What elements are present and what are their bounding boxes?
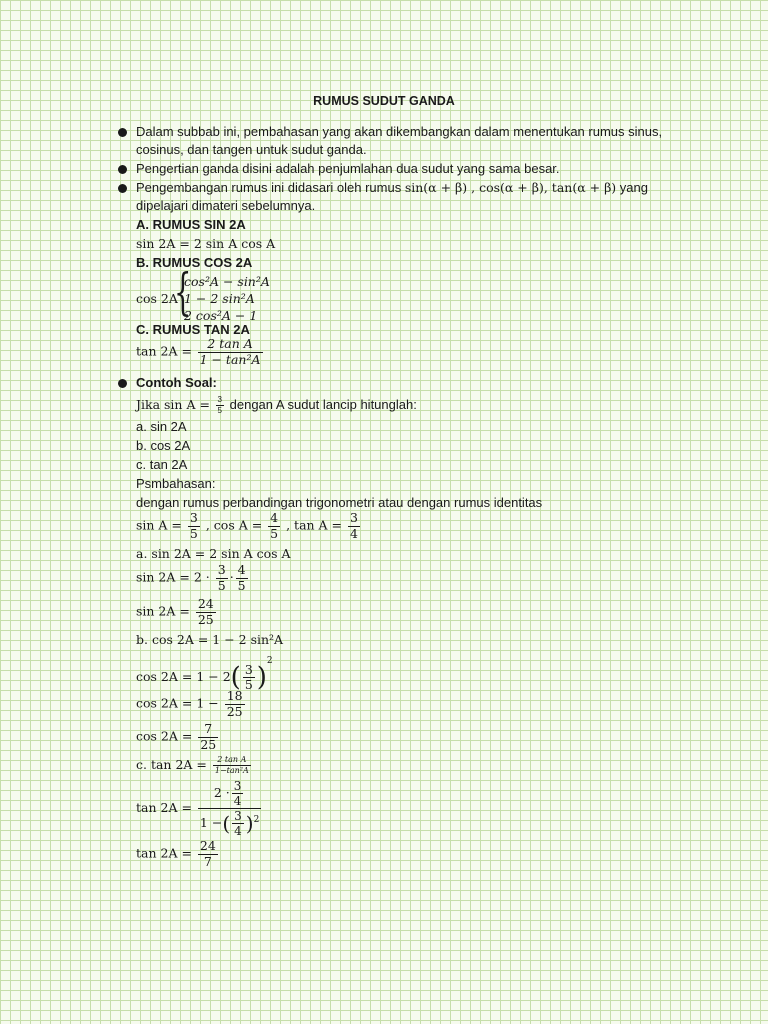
step-c-exponent: 2 [253, 814, 260, 825]
sin-value-num: 3 [189, 510, 198, 525]
step-b-line-1: b. cos 2A = 1 − 2 sin²A [136, 632, 284, 647]
cos-option-3: 2 cos²A − 1 [184, 308, 258, 323]
step-c-result-fraction [198, 840, 218, 868]
step-a-line-2 [136, 564, 250, 592]
cos-value-label: , cos A = [205, 517, 263, 533]
tan-value-num: 3 [350, 510, 358, 525]
bullet-dot [118, 165, 127, 174]
step-a-line-2-lhs: sin 2A = 2 · [136, 569, 210, 585]
step-c-line-3 [136, 840, 220, 868]
given-num: 3 [217, 395, 222, 405]
given-fraction [216, 396, 224, 415]
bullet-3-formulas: sin(α + β) , cos(α + β), tan(α + β) [404, 180, 617, 195]
sin-formula: sin 2A = 2 sin A cos A [136, 236, 276, 251]
step-c-inner-bottom-den: 4 [234, 824, 242, 838]
step-b-exponent: 2 [266, 656, 273, 666]
sin-value-den: 5 [189, 525, 198, 541]
step-a-line-1: a. sin 2A = 2 sin A cos A [136, 546, 291, 561]
example-item-a: a. sin 2A [136, 419, 187, 434]
trig-values [136, 512, 362, 540]
step-c-line-3-lhs: tan 2A = [136, 845, 192, 861]
cos-lhs: cos 2A [136, 291, 178, 306]
step-a-fraction-2 [236, 564, 248, 592]
example-item-b: b. cos 2A [136, 438, 191, 453]
step-b-line-2-lhs: cos 2A = 1 − 2 [136, 669, 231, 684]
step-b-frac-den: 25 [226, 703, 243, 719]
step-a-f1-den: 5 [217, 577, 226, 593]
step-c-inner-top-den: 4 [233, 794, 242, 808]
step-a-dot: · [229, 569, 234, 585]
step-c-inner-fraction-top [232, 780, 244, 807]
bullet-dot [118, 184, 127, 193]
step-a-f2-den: 5 [237, 577, 246, 593]
cos-heading: B. RUMUS COS 2A [136, 255, 253, 270]
step-b-paren-num: 3 [244, 661, 253, 677]
cos-option-1: cos²A − sin²A [184, 274, 270, 289]
right-paren: ) [256, 662, 267, 693]
bullet-2-text: Pengertian ganda disini adalah penjumlahan dua sudut yang sama besar. [136, 161, 560, 176]
step-a-result-num: 24 [197, 596, 214, 611]
solution-intro: dengan rumus perbandingan trigonometri atau dengan rumus identitas [136, 495, 543, 510]
bullet-3-line-2: dipelajari dimateri sebelumnya. [136, 198, 316, 213]
step-c-line-2 [136, 780, 263, 837]
tan-fraction [198, 338, 263, 366]
bullet-1-line-1: Dalam subbab ini, pembahasan yang akan dikembangkan dalam menentukan rumus sinus, [136, 124, 663, 139]
right-paren: ) [245, 811, 254, 836]
step-b-result-fraction [198, 723, 218, 751]
solution-heading: Psmbahasan: [136, 476, 216, 491]
left-paren: ( [222, 811, 231, 836]
step-a-f2-num: 4 [237, 562, 246, 577]
step-c-formula-den: 1−tan²A [214, 766, 249, 775]
step-c-inner-fraction-bottom [232, 810, 244, 837]
given-prefix: Jika sin A = [136, 397, 210, 412]
tan-formula [136, 338, 265, 366]
step-b-fraction [225, 690, 245, 718]
step-b-frac-num: 18 [226, 688, 243, 703]
step-c-line-1-lhs: c. tan 2A = [136, 757, 207, 772]
tan-numerator: 2 tan A [207, 336, 253, 351]
sin-heading: A. RUMUS SIN 2A [136, 217, 246, 232]
step-a-result-den: 25 [197, 611, 214, 627]
sin-value-fraction [188, 512, 200, 540]
step-a-line-3 [136, 598, 218, 626]
step-c-result-den: 7 [198, 854, 218, 869]
step-c-inner-top-num: 3 [233, 779, 242, 793]
given-suffix: dengan A sudut lancip hitunglah: [229, 397, 417, 412]
bullet-3-line-1 [136, 179, 648, 197]
example-item-c: c. tan 2A [136, 457, 188, 472]
left-paren: ( [230, 662, 241, 693]
step-c-complex-fraction [198, 780, 261, 837]
tan-value-fraction [348, 512, 360, 540]
bullet-dot [118, 379, 127, 388]
step-c-den-prefix: 1 − [199, 815, 223, 830]
cos-option-2: 1 − 2 sin²A [184, 291, 255, 306]
step-c-line-2-lhs: tan 2A = [136, 800, 192, 815]
step-c-formula-num: 2 tan A [217, 755, 247, 764]
page-title: RUMUS SUDUT GANDA [313, 94, 455, 108]
example-heading: Contoh Soal: [136, 375, 217, 390]
step-c-num-prefix: 2 · [213, 785, 230, 800]
step-c-result-num: 24 [199, 838, 216, 853]
example-given [136, 396, 417, 415]
step-b-line-4-lhs: cos 2A = [136, 728, 193, 744]
step-b-result-num: 7 [204, 721, 213, 736]
left-brace: { [174, 263, 192, 321]
tan-value-den: 4 [350, 525, 358, 541]
step-c-complex-num [198, 780, 261, 808]
step-b-line-4 [136, 723, 220, 751]
tan-heading: C. RUMUS TAN 2A [136, 322, 250, 337]
step-c-line-1 [136, 756, 253, 775]
bullet-dot [118, 128, 127, 137]
step-b-result-den: 25 [200, 736, 217, 752]
step-b-line-3-lhs: cos 2A = 1 − [136, 695, 219, 711]
step-b-line-2 [136, 652, 273, 692]
sin-value-label: sin A = [136, 517, 182, 533]
tan-denominator: 1 − tan²A [199, 351, 261, 367]
step-a-f1-num: 3 [217, 562, 226, 577]
step-b-paren-den: 5 [244, 677, 253, 692]
given-den: 5 [217, 406, 222, 416]
step-a-fraction-1 [216, 564, 228, 592]
tan-lhs: tan 2A = [136, 343, 192, 359]
step-b-paren-fraction [243, 661, 255, 692]
step-a-line-3-lhs: sin 2A = [136, 603, 190, 619]
step-a-result-fraction [196, 598, 216, 626]
step-c-inner-bottom-num: 3 [234, 809, 242, 823]
bullet-1-line-2: cosinus, dan tangen untuk sudut ganda. [136, 142, 367, 157]
cos-value-den: 5 [270, 525, 279, 541]
bullet-3-prefix: Pengembangan rumus ini didasari oleh rumus [136, 180, 402, 195]
step-c-formula-fraction [213, 756, 251, 775]
step-c-complex-den [198, 808, 261, 837]
cos-value-num: 4 [270, 510, 279, 525]
cos-value-fraction [268, 512, 280, 540]
tan-value-label: , tan A = [286, 517, 343, 533]
step-b-line-3 [136, 690, 247, 718]
bullet-3-suffix: yang [619, 180, 648, 195]
